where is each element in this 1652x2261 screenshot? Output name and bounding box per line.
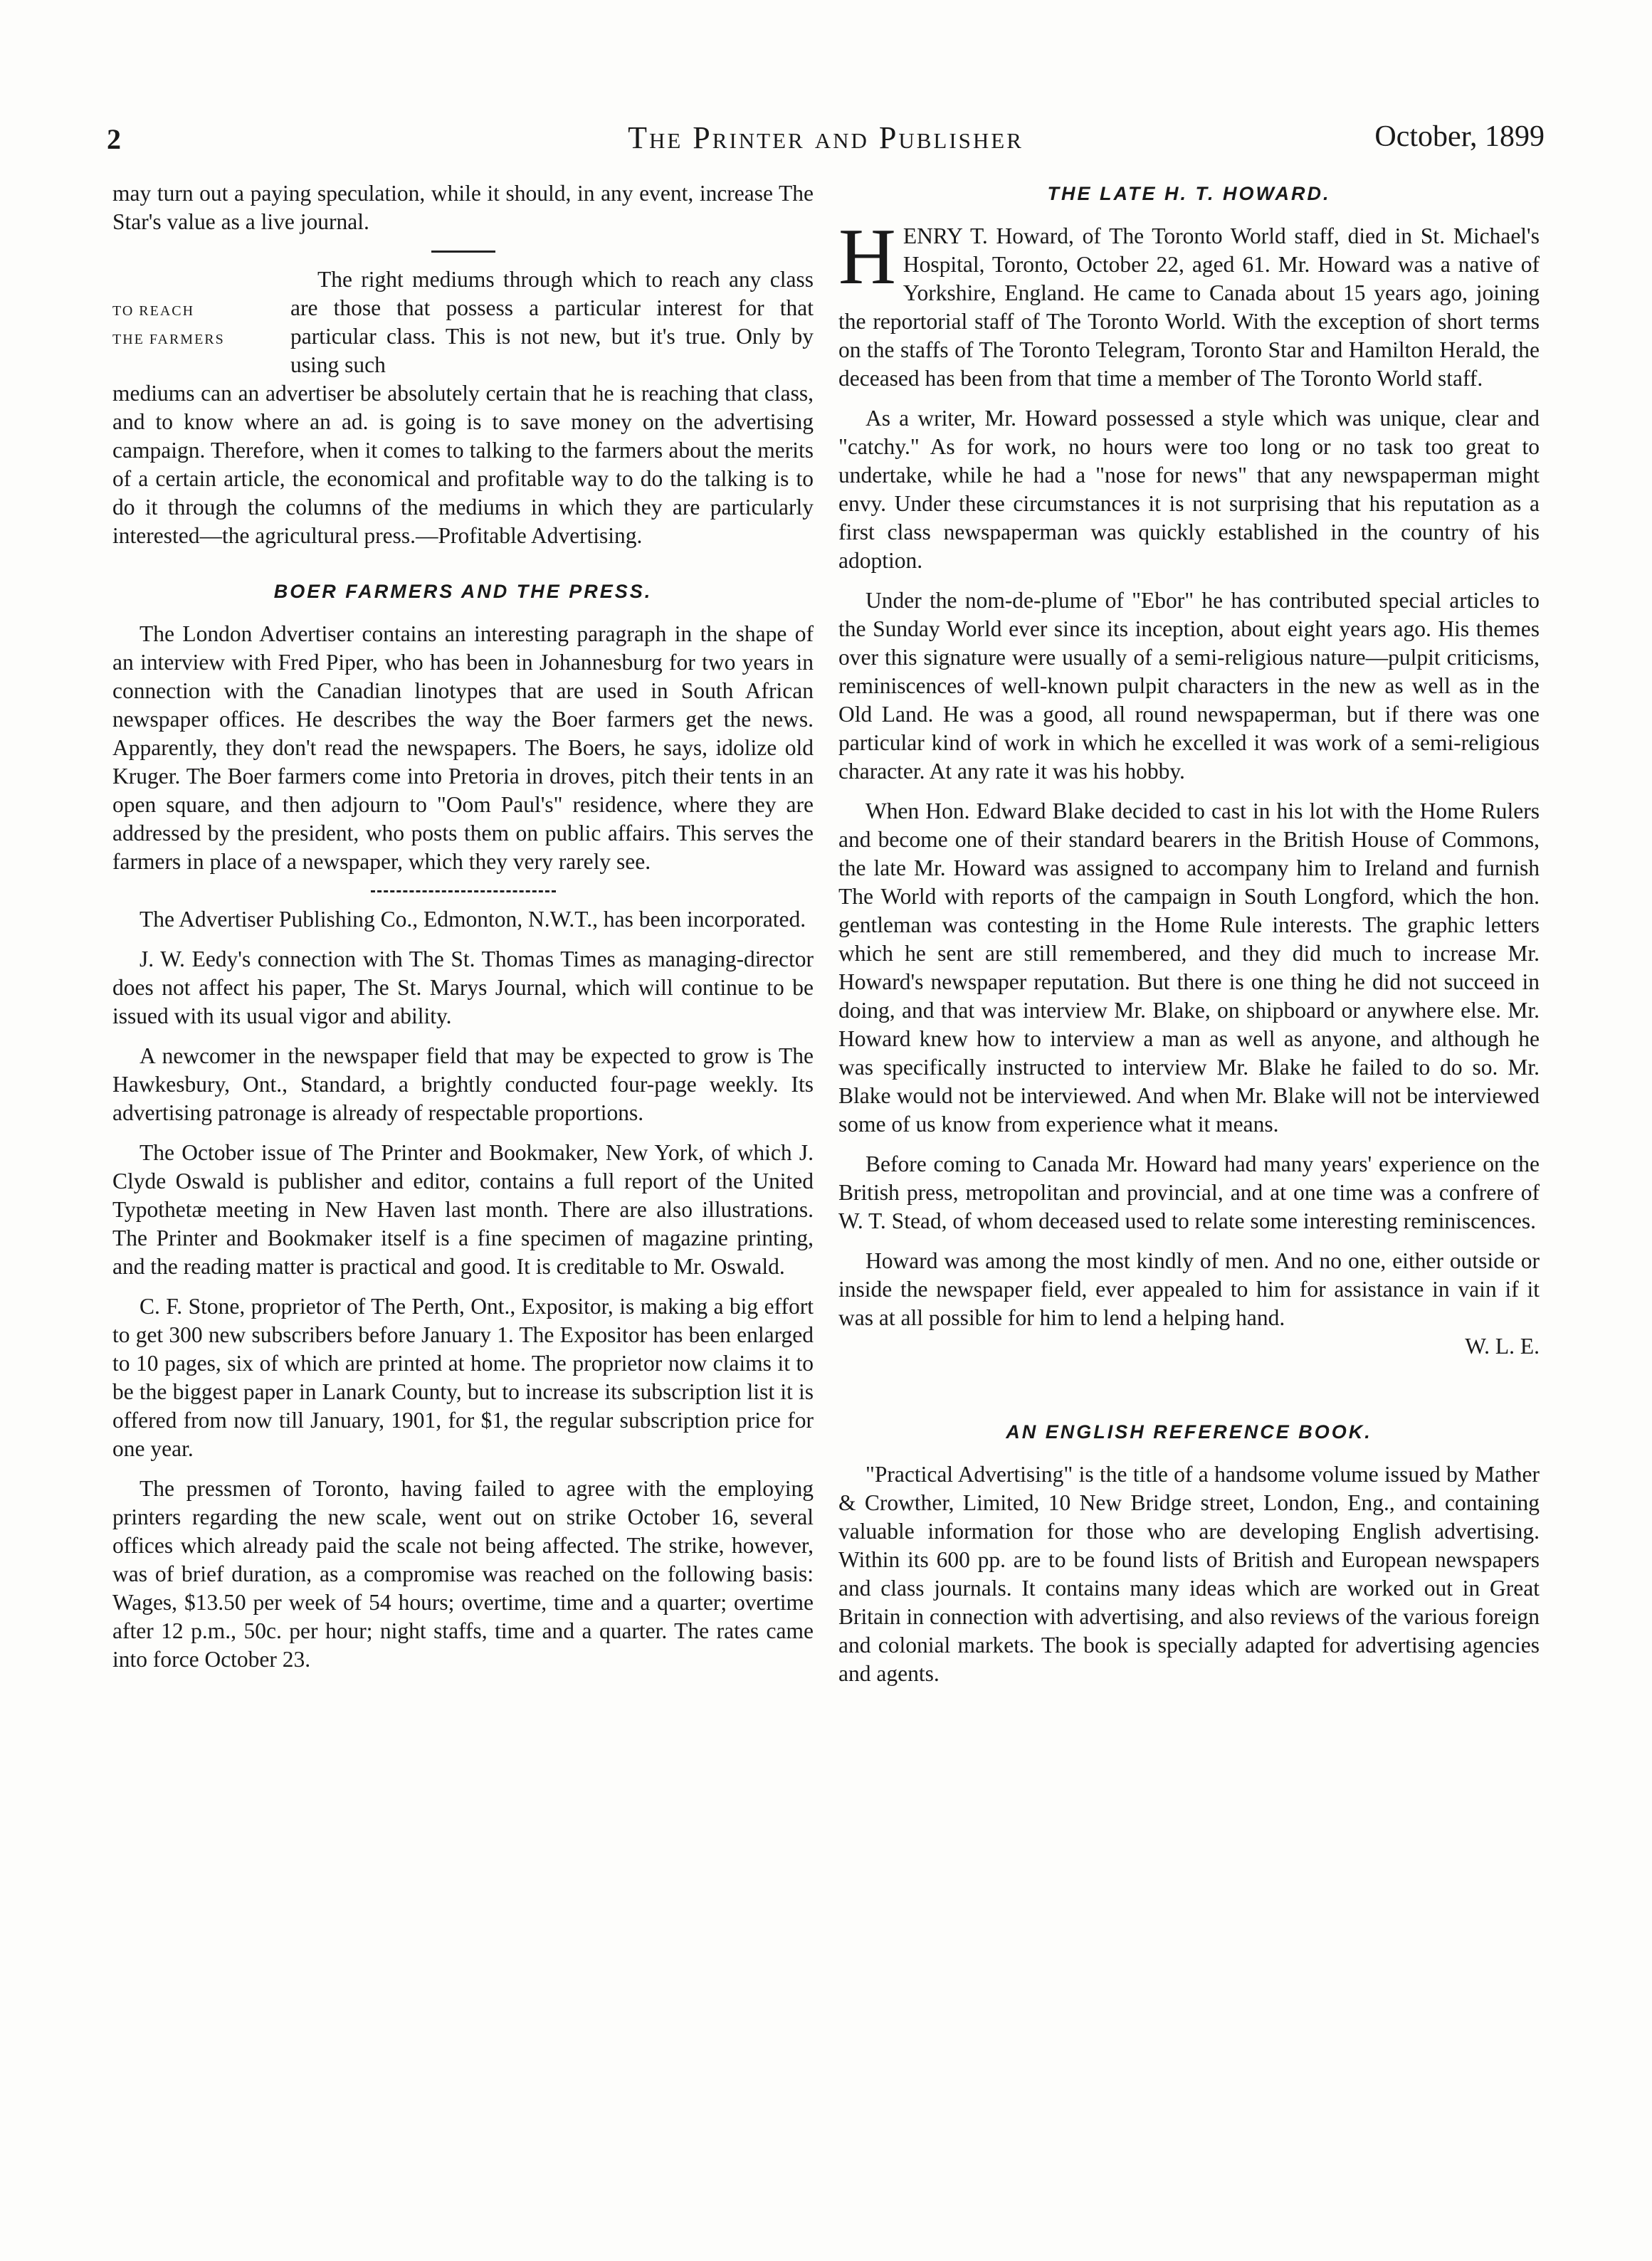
howard-first-paragraph	[838, 213, 1540, 393]
news-paragraph: The pressmen of Toronto, having failed to agree with the employing printers regarding the new scale, went out on strike October 16, several offices which already paid the scale not being affected. The strike, however, was of brief duration, as a compromise was reached on the following basis: Wages, $13.50 per week of 54 hours; overtime, time and a quarter; overtime after 12 p.m., 50c. per hour; night staffs, time and a quarter. The rates came into force October 23.	[112, 1476, 814, 1672]
howard-paragraph: As a writer, Mr. Howard possessed a style which was unique, clear and "catchy." As for work, no hours were too long or no task too great to undertake, while he had a "nose for news" that any newspaperman might envy. Under these circumstances it is not surprising that his reputation as a first class newspaperman was quickly established in the country of his adoption.	[838, 406, 1540, 573]
intro-paragraph: may turn out a paying speculation, while it should, in any event, increase The Star's value as a live journal.	[112, 181, 814, 234]
howard-paragraph: Before coming to Canada Mr. Howard had many years' experience on the British press, metropolitan and provincial, and at one time was a confrere of W. T. Stead, of whom deceased used to relate some interesting reminiscences.	[838, 1151, 1540, 1233]
farmers-paragraph-continued: mediums can an advertiser be absolutely certain that he is reaching that class, and to know where an ad. is going is to save money on the advertising campaign. Therefore, when it comes to talking to the farmers about the merits of a certain article, the economical and profitable way to do the talking is to do it through the columns of the mediums in which they are particularly interested—the agricultural press.—Profitable Advertising.	[112, 381, 814, 548]
margin-note-line: THE FARMERS	[112, 332, 225, 347]
drop-cap: H	[838, 213, 896, 301]
page-header	[107, 120, 1545, 169]
farmers-paragraph: The right mediums through which to reach any class are those that possess a particular interest for that particular class. This is not new, but it's true. Only by using such	[290, 267, 814, 377]
howard-paragraph: Under the nom-de-plume of "Ebor" he has contributed special articles to the Sunday World ever since its inception, about eight years ago. His themes over this signature were usually of a semi-religious nature—pulpit criticisms, reminiscences of well-known pulpit characters in the new as well as in the Old Land. He was a good, all round newspaperman, but if there was one particular kind of work in which he excelled it was work of a semi-religious character. At any rate it was his hobby.	[838, 588, 1540, 784]
howard-last-paragraph: Howard was among the most kindly of men. And no one, either outside or inside the newspaper field, ever appealed to him for assistance in vain if it was at all possible for him to lend a helping hand.	[838, 1248, 1540, 1330]
news-paragraph: The October issue of The Printer and Bookmaker, New York, of which J. Clyde Oswald is publisher and editor, contains a full report of the United Typothetæ meeting in New Haven last month. There are also illustrations. The Printer and Bookmaker itself is a fine specimen of magazine printing, and the reading matter is practical and good. It is creditable to Mr. Oswald.	[112, 1140, 814, 1279]
howard-heading: THE LATE H. T. HOWARD.	[1047, 183, 1331, 204]
left-column	[112, 179, 814, 1685]
book-heading: AN ENGLISH REFERENCE BOOK.	[1006, 1421, 1372, 1443]
howard-first-text: ENRY T. Howard, of The Toronto World staff, died in St. Michael's Hospital, Toronto, October 22, aged 61. Mr. Howard was a native of Yorkshire, England. He came to Canada about 15 years ago, joining the reportorial staff of The Toronto World. With the exception of short terms on the staffs of The Toronto Telegram, Toronto Star and Hamilton Herald, the deceased has been from that time a member of The Toronto World staff.	[838, 223, 1540, 391]
boer-paragraph: The London Advertiser contains an interesting paragraph in the shape of an interview with Fred Piper, who has been in Johannesburg for two years in connection with the Canadian linotypes that are used in South African newspaper offices. He describes the way the Boer farmers get the news. Apparently, they don't read the newspapers. The Boers, he says, idolize old Kruger. The Boer farmers come into Pretoria in droves, pitch their tents in an open square, and then adjourn to "Oom Paul's" residence, where they are addressed by the president, who posts them on public affairs. This serves the farmers in place of a newspaper, which they very rarely see.	[112, 621, 814, 874]
news-paragraph: The Advertiser Publishing Co., Edmonton, N.W.T., has been incorporated.	[140, 907, 806, 932]
margin-note	[112, 297, 290, 354]
author-signature: W. L. E.	[1465, 1334, 1540, 1359]
farmers-section	[112, 265, 814, 379]
right-column	[838, 179, 1540, 1699]
divider	[431, 251, 495, 253]
divider	[371, 890, 556, 892]
news-paragraph: J. W. Eedy's connection with The St. Thomas Times as managing-director does not affect his paper, The St. Marys Journal, which will continue to be issued with its usual vigor and ability.	[112, 947, 814, 1028]
news-paragraph: A newcomer in the newspaper field that may be expected to grow is The Hawkesbury, Ont., Standard, a brightly conducted four-page weekly. Its advertising patronage is already of respectable proportions.	[112, 1043, 814, 1125]
news-paragraph: C. F. Stone, proprietor of The Perth, Ont., Expositor, is making a big effort to get 300 new subscribers before January 1. The Expositor has been enlarged to 10 pages, six of which are printed at home. The proprietor now claims it to be the biggest paper in Lanark County, but to increase its subscription list it is offered from now till January, 1901, for $1, the regular subscription price for one year.	[112, 1294, 814, 1461]
book-paragraph: "Practical Advertising" is the title of a handsome volume issued by Mather & Crowther, Limited, 10 New Bridge street, London, Eng., and containing valuable information for those who are developing English advertising. Within its 600 pp. are to be found lists of British and European newspapers and class journals. It contains many ideas which are worked out in Great Britain in connection with advertising, and also reviews of the various foreign and colonial markets. The book is specially adapted for advertising agencies and agents.	[838, 1462, 1540, 1686]
issue-date: October, 1899	[1374, 120, 1545, 153]
boer-heading: BOER FARMERS AND THE PRESS.	[273, 581, 653, 602]
margin-note-line: TO REACH	[112, 303, 195, 319]
masthead-title: The Printer and Publisher	[628, 120, 1024, 155]
page-number: 2	[107, 123, 121, 155]
howard-paragraph: When Hon. Edward Blake decided to cast in his lot with the Home Rulers and become one of their standard bearers in the British House of Commons, the late Mr. Howard was assigned to accompany him to Ireland and furnish The World with reports of the campaign in South Longford, which the hon. gentleman was contesting in the Home Rule interests. The graphic letters which he sent are still remembered, and they did much to increase Mr. Howard's newspaper reputation. But there is one thing he did not succeed in doing, and that was interview Mr. Blake, on shipboard or anywhere else. Mr. Howard knew how to interview a man as well as anyone, and although he was specifically instructed to interview Mr. Blake he failed to do so. Mr. Blake would not be interviewed. And when Mr. Blake will not be interviewed some of us know from experience what it means.	[838, 799, 1540, 1137]
